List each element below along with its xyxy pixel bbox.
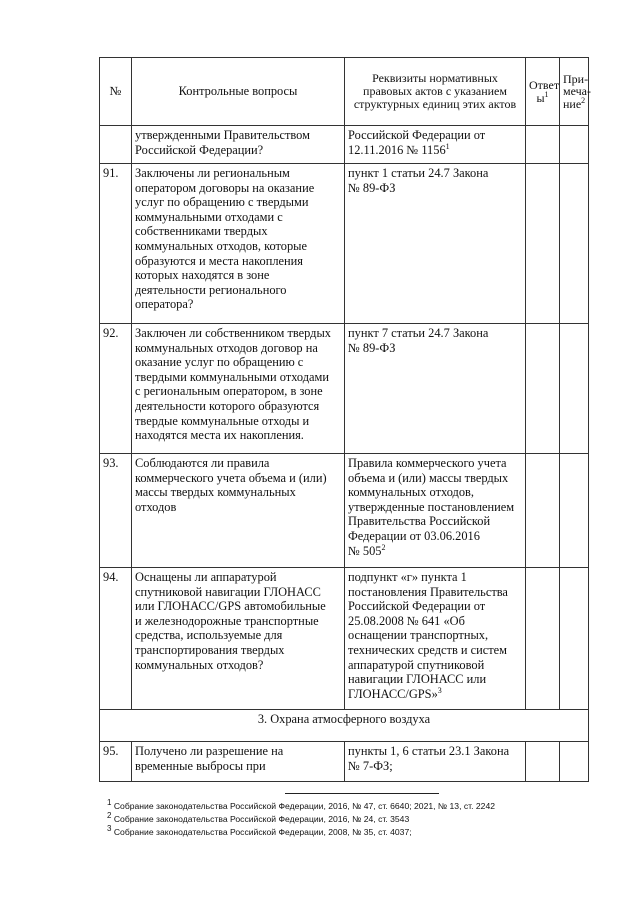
footnote-mark: 2	[107, 811, 112, 821]
section-row	[100, 710, 589, 742]
row-answer-cell	[526, 164, 560, 324]
footnote-mark: 3	[107, 824, 112, 834]
header-answer	[526, 58, 560, 126]
row-requisites	[345, 454, 526, 568]
row-note-cell	[560, 454, 589, 568]
row-question: Оснащены ли аппаратурой спутниковой навигации ГЛОНАСС или ГЛОНАСС/GPS автомобильные и железнодорожные транспортные средства, используемые для транспортирования твердых коммунальных отходов?	[132, 568, 345, 710]
footnote-text: Собрание законодательства Российской Федерации, 2016, № 24, ст. 3543	[113, 814, 410, 824]
row-number: 92.	[100, 324, 132, 454]
header-answer-label: Ответ ы	[529, 78, 560, 105]
header-number: №	[100, 58, 132, 126]
header-note-label: При- меча- ние	[563, 71, 591, 111]
row-number: 93.	[100, 454, 132, 568]
row-requisites-text: Российской Федерации от 12.11.2016 № 1156	[348, 128, 486, 157]
row-requisites	[345, 126, 526, 164]
row-answer-cell	[526, 324, 560, 454]
footnote-text: Собрание законодательства Российской Федерации, 2016, № 47, ст. 6640; 2021, № 13, ст. 2242	[113, 801, 496, 811]
row-note-cell	[560, 324, 589, 454]
row-question: Заключен ли собственником твердых коммунальных отходов договор на оказание услуг по обращению с твердыми коммунальными отходами с региональным оператором, в зоне деятельности которого образуются твердые коммунальные отходы и находятся места их накопления.	[132, 324, 345, 454]
row-requisites-text: пункт 1 статьи 24.7 Закона № 89-ФЗ	[348, 166, 489, 195]
row-requisites-text: пункт 7 статьи 24.7 Закона № 89-ФЗ	[348, 326, 489, 355]
row-requisites	[345, 324, 526, 454]
footnote-separator	[285, 793, 439, 794]
header-note-footnote-mark: 2	[581, 95, 586, 105]
header-note	[560, 58, 589, 126]
header-control-questions: Контрольные вопросы	[132, 58, 345, 126]
row-question: Заключены ли региональным оператором договоры на оказание услуг по обращению с твердыми коммунальными отходами с собственниками твердых коммунальных отходов, которые образуются и места накопления которых находятся в зоне деятельности регионального оператора?	[132, 164, 345, 324]
header-answer-footnote-mark: 1	[544, 89, 549, 99]
header-requisites: Реквизиты нормативных правовых актов с указанием структурных единиц этих актов	[345, 58, 526, 126]
row-requisites: пункты 1, 6 статьи 23.1 Закона № 7-ФЗ;	[345, 742, 526, 782]
row-requisites	[345, 568, 526, 710]
row-requisites-text: подпункт «г» пункта 1 постановления Правительства Российской Федерации от 25.08.2008 № 641 «Об оснащении транспортных, технических средств и систем аппаратурой спутниковой навигации ГЛОНАСС или ГЛОНАСС/GPS»	[348, 570, 508, 701]
footnote	[107, 800, 495, 813]
row-question: Соблюдаются ли правила коммерческого учета объема и (или) массы твердых коммунальных отходов	[132, 454, 345, 568]
footnotes	[107, 800, 495, 839]
row-number: 91.	[100, 164, 132, 324]
row-note-cell	[560, 742, 589, 782]
row-question: утвержденными Правительством Российской Федерации?	[132, 126, 345, 164]
row-note-cell	[560, 568, 589, 710]
row-question: Получено ли разрешение на временные выбросы при	[132, 742, 345, 782]
row-footnote-mark: 2	[381, 542, 386, 552]
table-row	[100, 126, 589, 164]
row-answer-cell	[526, 568, 560, 710]
table-row	[100, 164, 589, 324]
checklist-table	[99, 57, 589, 782]
table-row	[100, 324, 589, 454]
row-number: 95.	[100, 742, 132, 782]
footnote-text: Собрание законодательства Российской Федерации, 2008, № 35, ст. 4037;	[113, 827, 412, 837]
table-header-row	[100, 58, 589, 126]
row-answer-cell	[526, 454, 560, 568]
row-requisites-text: Правила коммерческого учета объема и (или) массы твердых коммунальных отходов, утвержденные постановлением Правительства Российской Федерации от 03.06.2016 № 505	[348, 456, 515, 558]
row-answer-cell	[526, 126, 560, 164]
table-row	[100, 742, 589, 782]
row-number	[100, 126, 132, 164]
table-row	[100, 568, 589, 710]
footnote-mark: 1	[107, 798, 112, 808]
row-note-cell	[560, 164, 589, 324]
row-note-cell	[560, 126, 589, 164]
row-footnote-mark: 3	[437, 685, 442, 695]
section-title: 3. Охрана атмосферного воздуха	[100, 710, 589, 742]
footnote	[107, 826, 495, 839]
row-footnote-mark: 1	[445, 141, 450, 151]
row-requisites	[345, 164, 526, 324]
footnote	[107, 813, 495, 826]
row-number: 94.	[100, 568, 132, 710]
row-answer-cell	[526, 742, 560, 782]
table-row	[100, 454, 589, 568]
